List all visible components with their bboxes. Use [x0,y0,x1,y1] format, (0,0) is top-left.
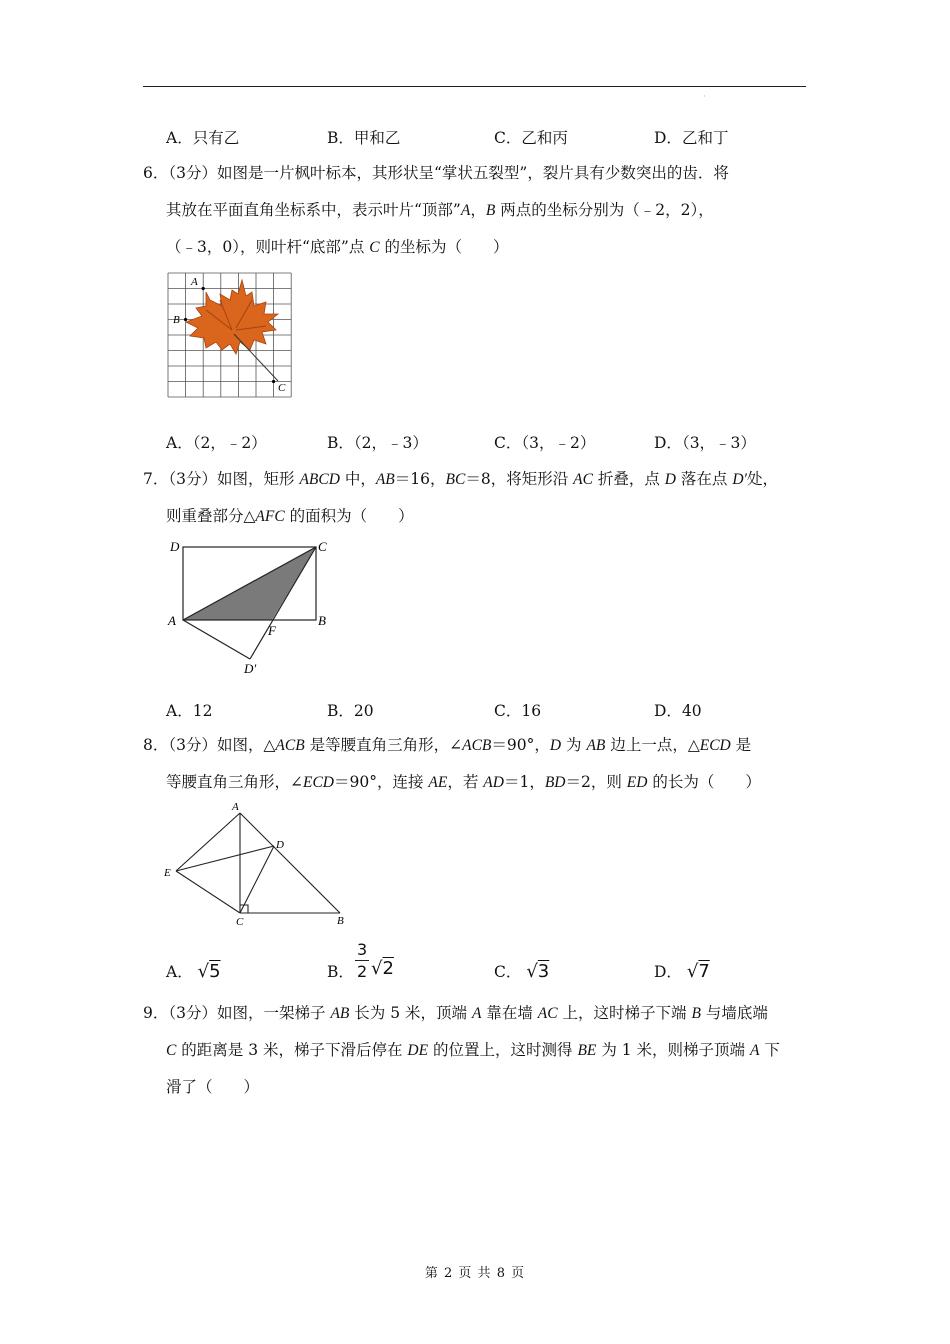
page-footer: 第 2 页 共 8 页 [424,1266,526,1281]
label-b: B [173,314,180,326]
segment-ec [176,871,240,913]
q6-line-3: （﹣3，0），则叶杆“底部”点 C 的坐标为（ ） [166,238,509,256]
q8-option-c[interactable]: C． √3 [494,961,550,982]
label-b: B [318,613,326,628]
header-rule [143,86,806,87]
point-b [184,318,187,321]
segment-cd [240,846,274,913]
q6-line-2: 其放在平面直角坐标系中，表示叶片“顶部”A，B 两点的坐标分别为（﹣2，2）， [166,201,714,219]
q6-option-b[interactable]: B．（2，﹣3） [327,434,428,452]
label-f: F [268,623,276,638]
maple-leaf-figure [166,270,296,400]
q5-option-a[interactable]: A．只有乙 [166,129,240,147]
rectangle-fold-figure [160,535,340,680]
sqrt-icon: √2 [371,958,394,979]
q6-option-c[interactable]: C．（3，﹣2） [494,434,596,452]
q7-option-b[interactable]: B．20 [327,702,374,720]
q6-option-a[interactable]: A．（2，﹣2） [166,434,267,452]
q8-option-b[interactable]: B． [327,963,354,981]
label-dprime: D′ [244,661,257,676]
label-a: A [191,276,198,288]
segment-ab [240,813,340,913]
label-c: C [236,916,244,928]
label-d: D [170,539,180,554]
q8-option-d[interactable]: D． √7 [654,961,710,982]
q8-option-a[interactable]: A． √5 [166,961,221,982]
label-d: D [276,839,284,851]
segment-ed [176,846,274,871]
sqrt-icon: √5 [197,961,221,982]
label-c: C [318,539,327,554]
q7-option-a[interactable]: A．12 [166,702,213,720]
q9-line-3: 滑了（ ） [166,1078,260,1096]
q9-line-2: C 的距离是 3 米，梯子下滑后停在 DE 的位置上，这时测得 BE 为 1 米，则梯子顶端 A 下 [166,1041,780,1059]
isosceles-triangles-figure [160,798,355,928]
header-dot: · [703,92,706,101]
fraction-bar [355,960,369,961]
q5-option-b[interactable]: B．甲和乙 [327,129,401,147]
q9-line-1: 9．（3分）如图，一架梯子 AB 长为 5 米，顶端 A 靠在墙 AC 上，这时梯子下端 B 与墙底端 [143,1004,768,1022]
q7-line-2: 则重叠部分△AFC 的面积为（ ） [166,507,414,525]
point-c [272,380,275,383]
label-a: A [232,801,239,813]
label-e: E [164,867,171,879]
sqrt-icon: √7 [686,961,710,982]
q6-option-d[interactable]: D．（3，﹣3） [654,434,756,452]
q8-line-2: 等腰直角三角形，∠ECD＝90°，连接 AE，若 AD＝1，BD＝2，则 ED 的长为（ ） [166,773,761,791]
q6-line-1: 6．（3分）如图是一片枫叶标本，其形状呈“掌状五裂型”，裂片具有少数突出的齿．将 [143,164,729,182]
q7-option-c[interactable]: C．16 [494,702,542,720]
q7-line-1: 7．（3分）如图，矩形 ABCD 中，AB＝16，BC＝8，将矩形沿 AC 折叠，点 D 落在点 D′处， [143,470,778,488]
point-a [202,287,205,290]
q7-option-d[interactable]: D．40 [654,702,702,720]
q5-option-d[interactable]: D．乙和丁 [654,129,729,147]
label-b: B [337,915,344,927]
q8-line-1: 8．（3分）如图，△ACB 是等腰直角三角形，∠ACB＝90°，D 为 AB 边上一点，△ECD 是 [143,736,752,754]
sqrt-icon: √3 [526,961,550,982]
label-c: C [278,382,286,394]
label-a: A [168,613,176,628]
maple-leaf-shape [186,280,278,354]
segment-a-dprime [183,620,250,659]
q5-option-c[interactable]: C．乙和丙 [494,129,568,147]
